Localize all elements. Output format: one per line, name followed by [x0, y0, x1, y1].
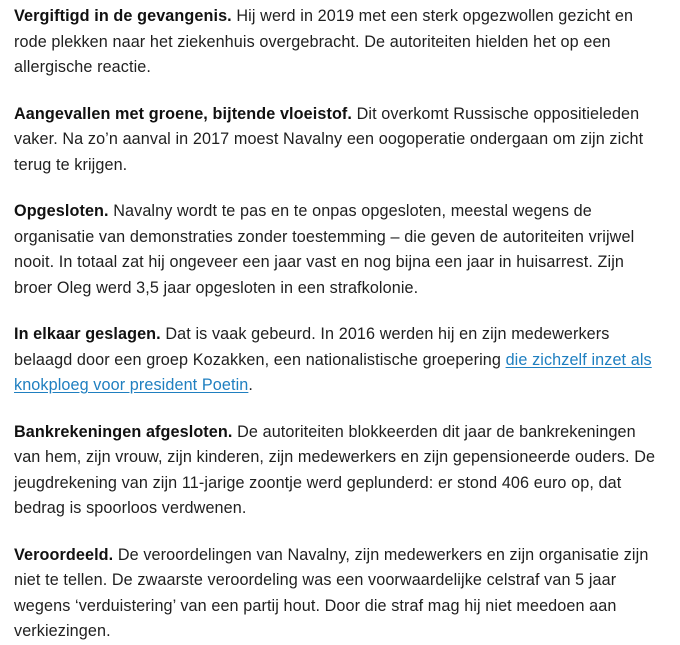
paragraph-lead: Veroordeeld.: [14, 545, 114, 564]
paragraph-lead: In elkaar geslagen.: [14, 325, 161, 343]
paragraph-lead: Aangevallen met groene, bijtende vloeistof.: [14, 104, 353, 123]
inline-link-knokploeg[interactable]: die zichzelf inzet als knokploeg voor president Poetin: [14, 350, 652, 394]
paragraph-text: De veroordelingen van Navalny, zijn medewerkers en zijn organisatie zijn niet te tellen. De zwaarste veroordeling was een voorwaardelijke celstraf van 5 jaar wegens ‘verduistering’ van een partij hout. Door die straf mag hij niet meedoen aan verkiezingen.: [14, 545, 649, 640]
paragraph-lead: Bankrekeningen afgesloten.: [14, 422, 233, 441]
paragraph-text-end: .: [248, 376, 253, 394]
paragraph-text: Navalny wordt te pas en te onpas opgesloten, meestal wegens de organisatie van demonstraties zonder toestemming – die geven de autoriteiten vrijwel nooit. In totaal zat hij ongeveer een jaar vast en nog bijna een jaar in huisarrest. Zijn broer Oleg werd 3,5 jaar opgesloten in een strafkolonie.: [14, 202, 635, 297]
paragraph-poisoned: [14, 4, 666, 81]
paragraph-bank-accounts: [14, 420, 666, 522]
paragraph-attacked: [14, 102, 666, 179]
paragraph-text: De autoriteiten blokkeerden dit jaar de bankrekeningen van hem, zijn vrouw, zijn kinderen, zijn medewerkers en zijn gepensioneerde ouders. De jeugdrekening van zijn 11-jarige zoontje werd geplunderd: er stond 406 euro op, dat bedrag is spoorloos verdwenen.: [14, 422, 656, 517]
paragraph-lead: Vergiftigd in de gevangenis.: [14, 7, 232, 25]
paragraph-imprisoned: [14, 199, 666, 301]
paragraph-text: Dit overkomt Russische oppositieleden vaker. Na zo’n aanval in 2017 moest Navalny een oogoperatie ondergaan om zijn zicht terug te krijgen.: [14, 104, 644, 174]
paragraph-text: Dat is vaak gebeurd. In 2016 werden hij en zijn medewerkers belaagd door een groep Kozakken, een nationalistische groepering: [14, 325, 610, 369]
paragraph-beaten: [14, 322, 666, 399]
paragraph-text: Hij werd in 2019 met een sterk opgezwollen gezicht en rode plekken naar het ziekenhuis overgebracht. De autoriteiten hielden het op een allergische reactie.: [14, 7, 634, 76]
paragraph-convicted: [14, 543, 666, 645]
paragraph-lead: Opgesloten.: [14, 202, 109, 220]
